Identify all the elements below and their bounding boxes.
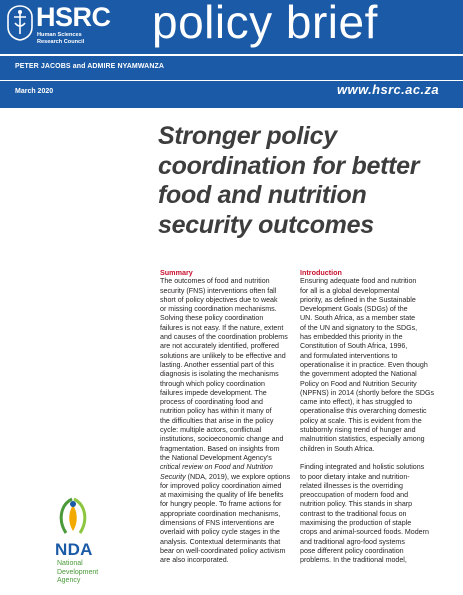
introduction-line: Constitution of South Africa, 1996, bbox=[300, 342, 408, 351]
introduction-line: Development Goals (SDGs) of the bbox=[300, 305, 408, 314]
nda-acronym: NDA bbox=[55, 540, 93, 559]
hsrc-emblem-icon bbox=[6, 5, 34, 41]
title-line: Stronger policy bbox=[158, 122, 337, 150]
introduction-line: for all is a global developmental bbox=[300, 286, 400, 295]
title-line: food and nutrition bbox=[158, 181, 367, 209]
introduction-line: operationalise this overarching domestic bbox=[300, 407, 427, 416]
summary-line: and causes of the coordination problems bbox=[160, 333, 288, 342]
summary-line: solutions are unlikely to be effective and bbox=[160, 351, 286, 360]
summary-line: cycle: multiple actors, conflictual bbox=[160, 426, 262, 435]
introduction-line: children in South Africa. bbox=[300, 444, 375, 453]
summary-line: process of coordinating food and bbox=[160, 398, 263, 407]
publication-date: March 2020 bbox=[15, 88, 54, 95]
summary-heading: Summary bbox=[160, 268, 193, 277]
nda-name-line1: National bbox=[57, 560, 83, 567]
website-link[interactable]: www.hsrc.ac.za bbox=[337, 82, 439, 97]
introduction-line: operationalise it in practice. Even though bbox=[300, 360, 428, 369]
summary-line: failures is not easy. If the nature, extent bbox=[160, 323, 284, 332]
summary-body bbox=[160, 277, 298, 463]
introduction-line: to poor dietary intake and nutrition- bbox=[300, 472, 410, 481]
summary-line: short of policy objectives due to weak bbox=[160, 295, 278, 304]
series-title: policy brief bbox=[152, 0, 378, 48]
introduction-line: nutrition policy. This stands in sharp bbox=[300, 500, 413, 509]
introduction-line: pose different policy coordination bbox=[300, 546, 404, 555]
introduction-line: priority, as defined in the Sustainable bbox=[300, 295, 416, 304]
summary-line: through which policy coordination bbox=[160, 379, 265, 388]
summary-line: for hungry people. To frame actions for bbox=[160, 500, 282, 509]
introduction-line: maximising the production of staple bbox=[300, 519, 412, 528]
introduction-line: Ensuring adequate food and nutrition bbox=[300, 277, 417, 286]
introduction-line: Policy on Food and Nutrition Security bbox=[300, 379, 417, 388]
authors: PETER JACOBS and ADMIRE NYAMWANZA bbox=[15, 63, 165, 70]
summary-body-continued bbox=[160, 482, 298, 566]
introduction-paragraph-1 bbox=[300, 277, 440, 454]
introduction-line: crops and animal-sourced foods. Modern bbox=[300, 528, 429, 537]
introduction-line: stubbornly rising trend of hunger and bbox=[300, 426, 416, 435]
introduction-line: UN. South Africa, as a member state bbox=[300, 314, 416, 323]
summary-line: failures impede development. The bbox=[160, 388, 267, 397]
introduction-line: has embedded this priority in the bbox=[300, 333, 403, 342]
summary-line: overlaid with policy cycle stages in the bbox=[160, 528, 280, 537]
introduction-line: preoccupation of modern food and bbox=[300, 491, 409, 500]
summary-line: bear on well-coordinated policy activism bbox=[160, 546, 286, 555]
introduction-line: (NPFNS) in 2014 (shortly before the SDGs bbox=[300, 388, 435, 397]
summary-line: Solving these policy coordination bbox=[160, 314, 264, 323]
paragraph-gap bbox=[300, 454, 440, 463]
summary-line: dimensions of FNS interventions are bbox=[160, 519, 275, 528]
title-line: security outcomes bbox=[158, 210, 374, 239]
introduction-line: policy at scale. This is evident from the bbox=[300, 416, 422, 425]
summary-line: are not accurately identified, proffered bbox=[160, 342, 279, 351]
page-title bbox=[158, 122, 458, 240]
hsrc-logo-line2: Research Council bbox=[37, 39, 85, 45]
summary-line: appropriate coordination mechanisms, bbox=[160, 509, 281, 518]
header-banner bbox=[0, 0, 463, 108]
hsrc-logo-text: HSRC bbox=[36, 2, 111, 32]
summary-italic-text: critical review on Food and Nutrition bbox=[160, 463, 273, 472]
nda-name-line2: Development bbox=[57, 568, 99, 576]
introduction-heading: Introduction bbox=[300, 268, 342, 277]
summary-line: diagnosis is isolating the mechanisms bbox=[160, 370, 279, 379]
summary-line: security (FNS) interventions often fall bbox=[160, 286, 277, 295]
introduction-paragraph-2 bbox=[300, 463, 440, 565]
summary-line: are also incorporated. bbox=[160, 556, 229, 565]
summary-citation: (NDA, 2019), we explore options bbox=[185, 472, 291, 481]
summary-line: institutions, socioeconomic change and bbox=[160, 435, 284, 444]
introduction-line: and formulated interventions to bbox=[300, 351, 398, 360]
summary-line: nutrition policy has within it many of bbox=[160, 407, 272, 416]
title-line: coordination for better bbox=[158, 151, 420, 180]
summary-line: fragmentation. Based on insights from bbox=[160, 444, 280, 453]
introduction-line: problems. In the traditional model, bbox=[300, 556, 407, 565]
nda-name-line3: Agency bbox=[57, 577, 81, 584]
summary-line: at maximising the quality of life benefits bbox=[160, 491, 284, 500]
summary-line: lasting. Another essential part of this bbox=[160, 360, 274, 369]
hsrc-logo-line1: Human Sciences bbox=[37, 32, 82, 38]
introduction-line: of the UN and signatory to the SDGs, bbox=[300, 323, 418, 332]
introduction-line: the government adopted the National bbox=[300, 370, 417, 379]
summary-column bbox=[160, 268, 298, 566]
introduction-column bbox=[300, 268, 440, 566]
header-divider bbox=[0, 54, 463, 56]
summary-line: the difficulties that arise in the policy bbox=[160, 416, 274, 425]
summary-line bbox=[160, 473, 298, 482]
introduction-line: contrast to the traditional focus on bbox=[300, 509, 407, 518]
introduction-line: and traditional agro-food systems bbox=[300, 537, 405, 546]
summary-line bbox=[160, 463, 298, 472]
summary-line: or missing coordination mechanisms. bbox=[160, 305, 277, 314]
introduction-line: malnutrition statistics, especially among bbox=[300, 435, 425, 444]
summary-line: analysis. Contextual determinants that bbox=[160, 537, 281, 546]
summary-line: for improved policy coordination aimed bbox=[160, 481, 282, 490]
summary-line: the National Development Agency's bbox=[160, 453, 272, 462]
introduction-line: related illnesses is the overriding bbox=[300, 481, 403, 490]
header-divider-2 bbox=[0, 80, 463, 81]
summary-italic-prefix: Security bbox=[160, 472, 186, 481]
summary-line: The outcomes of food and nutrition bbox=[160, 277, 270, 286]
introduction-line: Finding integrated and holistic solutions bbox=[300, 463, 425, 472]
introduction-line: came into effect), it has struggled to bbox=[300, 398, 413, 407]
